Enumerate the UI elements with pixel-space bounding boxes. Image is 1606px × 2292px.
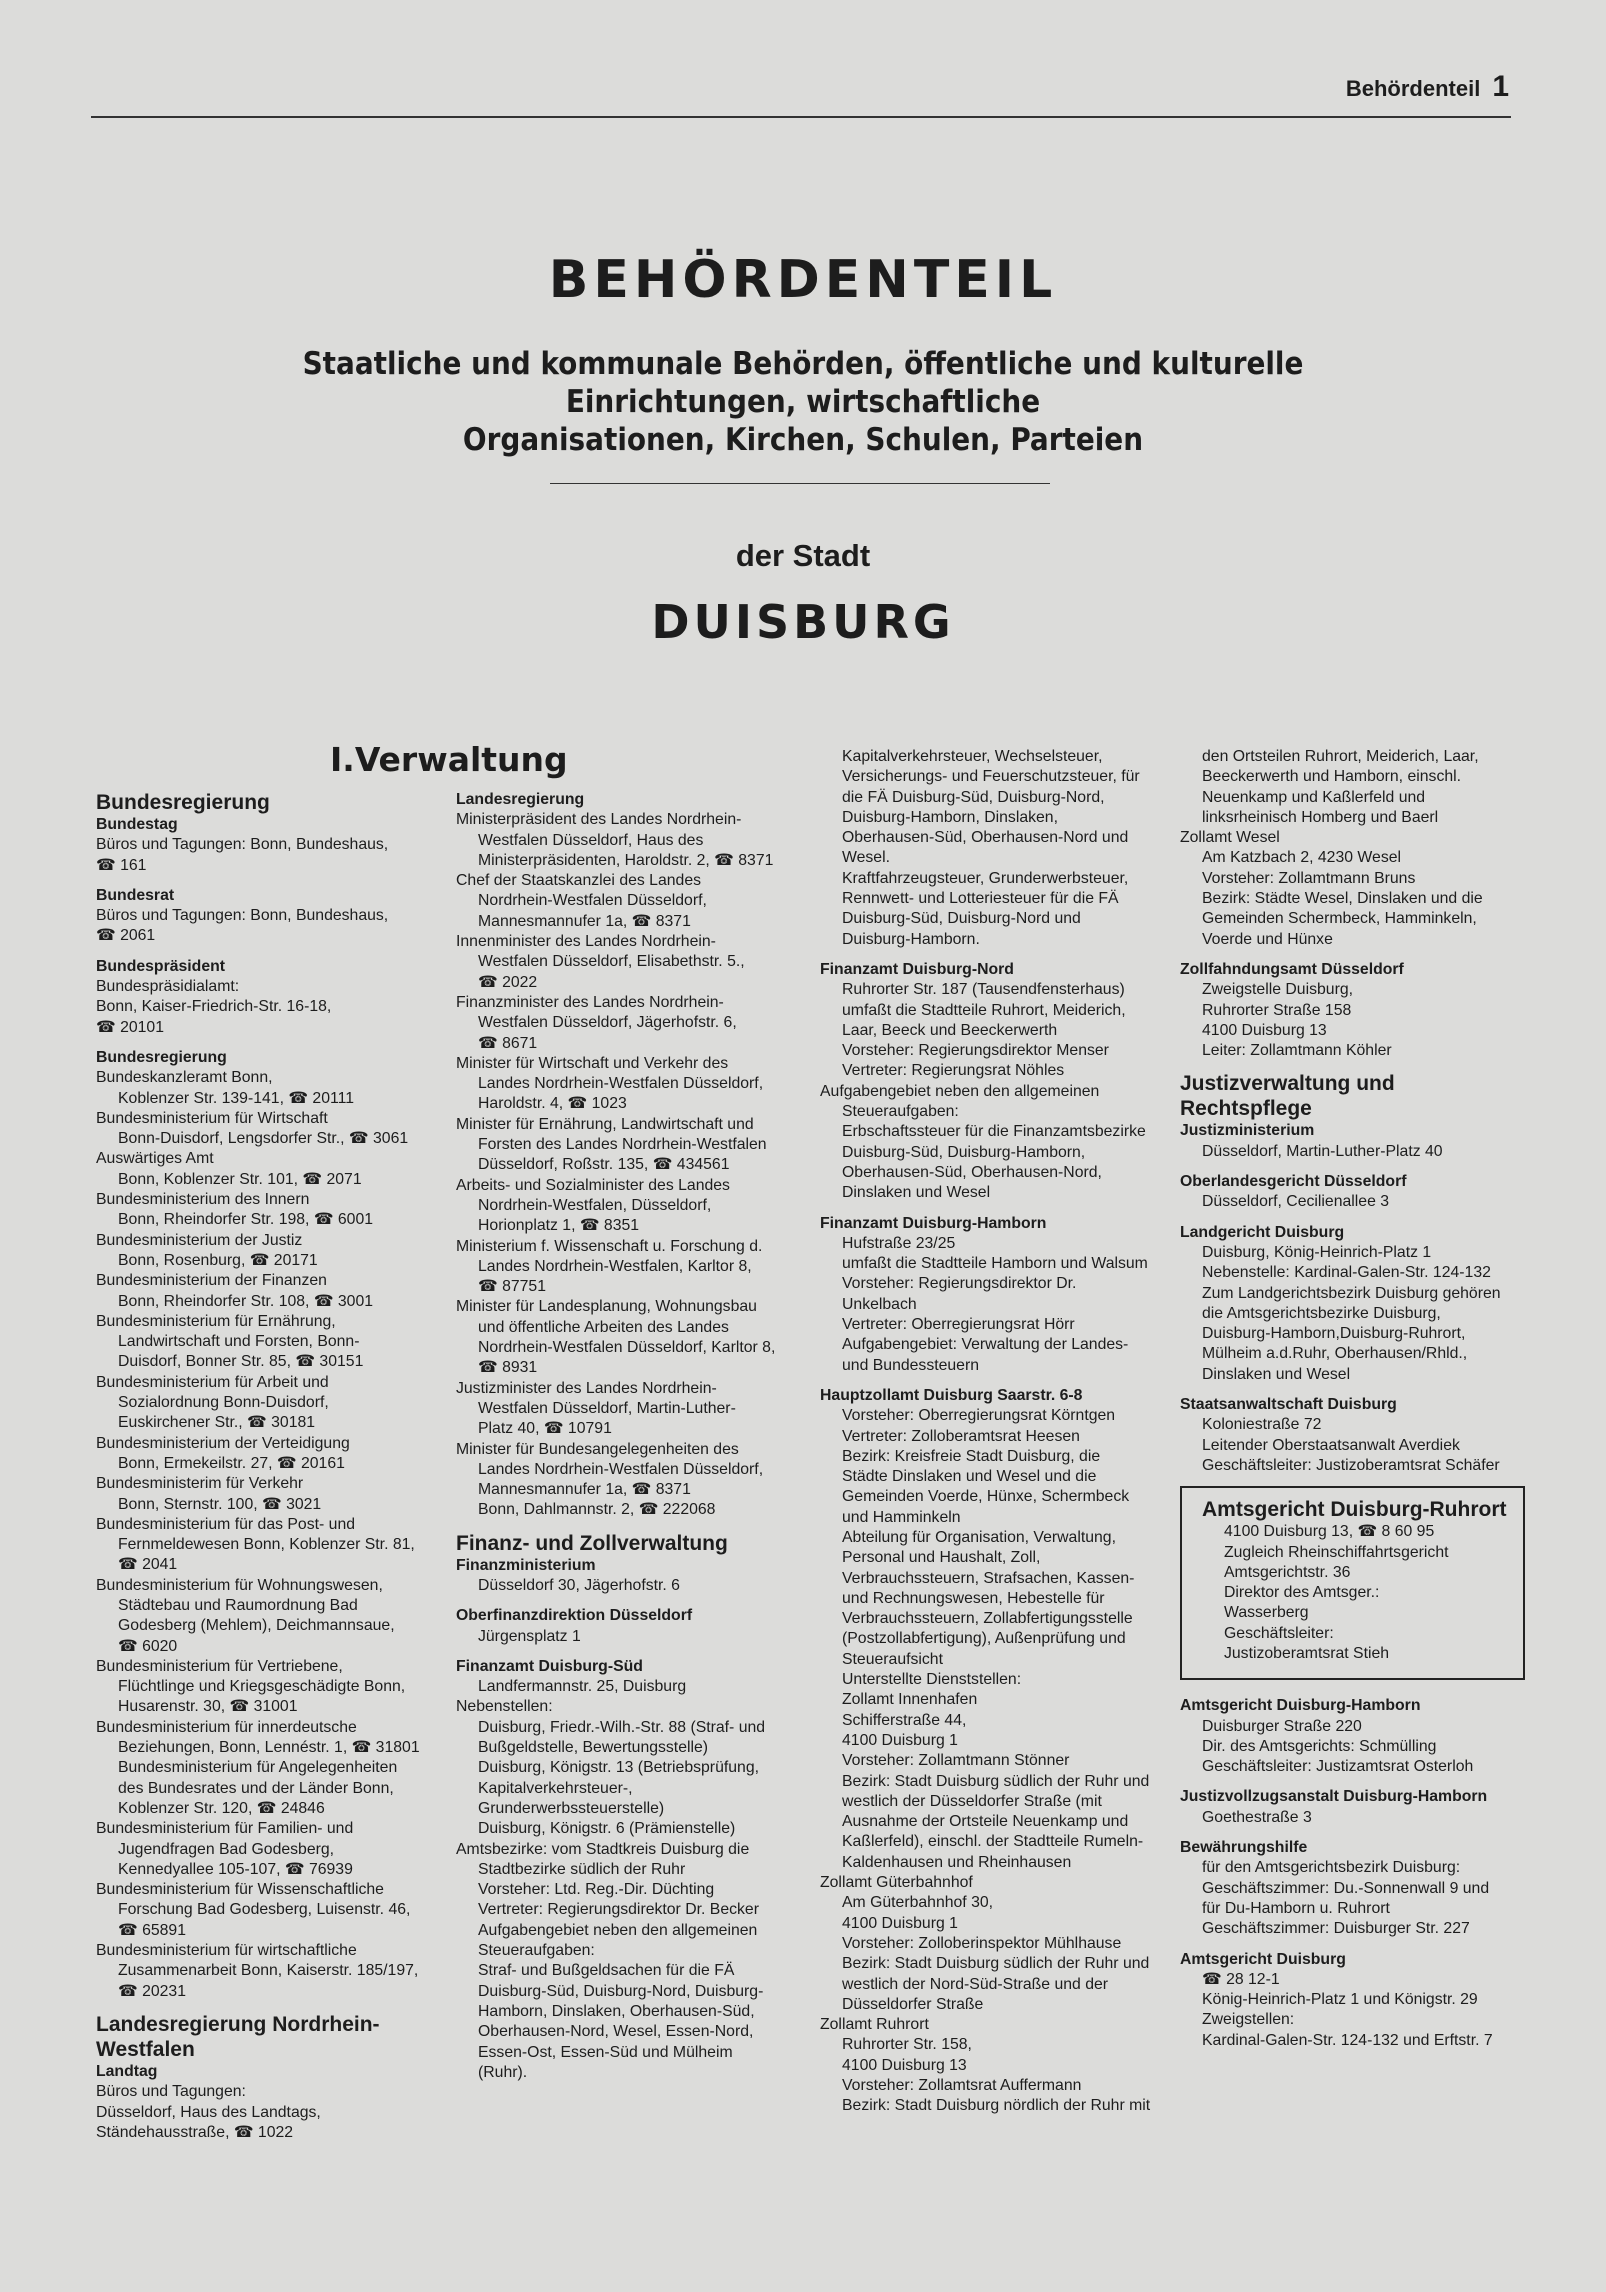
- entry-line: Landes Nordrhein-Westfalen Düsseldorf,: [478, 1075, 764, 1093]
- entry-line: Vertreter: Regierungsrat Nöhles: [842, 1062, 1065, 1080]
- entry-line: Bonn, Rheindorfer Str. 198, ☎ 6001: [118, 1211, 374, 1229]
- entry-line: ☎ 20231: [118, 1982, 186, 2000]
- entry-line: Nordrhein-Westfalen Düsseldorf, Karltor 8,: [478, 1339, 776, 1357]
- directory-entry: [1180, 1223, 1525, 1385]
- entry-heading: Finanzamt Duisburg-Hamborn: [820, 1214, 1047, 1232]
- entry-line: Wasserberg: [1224, 1604, 1309, 1622]
- entry-line: Bonn, Rosenburg, ☎ 20171: [118, 1251, 318, 1269]
- entry-line: Vorsteher: Zollamtsrat Auffermann: [842, 2077, 1082, 2094]
- directory-entry: [820, 960, 1174, 1204]
- directory-entry: [1180, 1172, 1525, 1213]
- entry-line: Jürgensplatz 1: [478, 1627, 581, 1645]
- directory-entry: [456, 790, 796, 1521]
- entry-line: Justizminister des Landes Nordrhein-: [456, 1379, 717, 1397]
- entry-line: Bundesministerium für Angelegenheiten: [118, 1759, 398, 1777]
- entry-line: Dinslaken und Wesel: [1202, 1365, 1351, 1383]
- entry-line: Bundeskanzleramt Bonn,: [96, 1069, 273, 1087]
- entry-line: umfaßt die Stadtteile Ruhrort, Meiderich,: [842, 1001, 1126, 1019]
- entry-line: Bonn, Ermekeilstr. 27, ☎ 20161: [118, 1454, 345, 1472]
- entry-line: Zweigstellen:: [1202, 2011, 1295, 2029]
- entry-line: Bezirk: Stadt Duisburg nördlich der Ruhr mit: [842, 2097, 1151, 2115]
- entry-line: Bezirk: Stadt Duisburg südlich der Ruhr und: [842, 1772, 1150, 1790]
- entry-heading: Bundesregierung: [96, 1048, 227, 1066]
- entry-line: Bußgeldstelle, Bewertungsstelle): [478, 1739, 709, 1757]
- entry-line: Bundespräsidialamt:: [96, 978, 240, 996]
- entry-line: Nordrhein-Westfalen, Düsseldorf,: [478, 1196, 712, 1214]
- entry-line: Duisburg, Königstr. 13 (Betriebsprüfung,: [478, 1759, 759, 1777]
- entry-line: Duisburg, König-Heinrich-Platz 1: [1202, 1243, 1432, 1261]
- entry-line: Aufgabengebiet neben den allgemeinen: [820, 1082, 1100, 1100]
- entry-line: Bundesministerium für Familien- und: [96, 1820, 354, 1838]
- entry-line: Büros und Tagungen: Bonn, Bundeshaus,: [96, 907, 389, 925]
- entry-line: ☎ 2061: [96, 927, 156, 945]
- entry-line: Zweigstelle Duisburg,: [1202, 981, 1354, 999]
- directory-entry: [1180, 1696, 1525, 1777]
- entry-line: Duisburg-Hamborn.: [842, 930, 980, 948]
- entry-line: Rennwett- und Lotteriesteuer für die FÄ: [842, 890, 1119, 908]
- entry-line: Verbrauchssteuern, Zollabfertigungsstelle: [842, 1610, 1133, 1628]
- entry-line: Arbeits- und Sozialminister des Landes: [456, 1176, 730, 1194]
- entry-line: Steueraufgaben:: [478, 1942, 595, 1960]
- entry-line: Bundesministerium der Finanzen: [96, 1272, 327, 1290]
- entry-line: Oberhausen-Nord, Wesel, Essen-Nord,: [478, 2023, 754, 2041]
- entry-line: Straf- und Bußgeldsachen für die FÄ: [478, 1962, 735, 1980]
- entry-line: Nebenstelle: Kardinal-Galen-Str. 124-132: [1202, 1264, 1491, 1282]
- entry-line: Minister für Bundesangelegenheiten des: [456, 1440, 739, 1458]
- entry-line: Bonn-Duisdorf, Lengsdorfer Str., ☎ 3061: [118, 1130, 409, 1148]
- entry-heading: Oberfinanzdirektion Düsseldorf: [456, 1607, 693, 1625]
- entry-line: Steueraufgaben:: [842, 1103, 959, 1121]
- entry-line: Düsseldorf, Martin-Luther-Platz 40: [1202, 1142, 1443, 1160]
- entry-heading: Finanzamt Duisburg-Süd: [456, 1657, 643, 1675]
- entry-line: Bundesministerium für Wirtschaft: [96, 1109, 328, 1127]
- entry-line: Bonn, Dahlmannstr. 2, ☎ 222068: [478, 1501, 716, 1519]
- entry-line: westlich der Düsseldorfer Straße (mit: [842, 1792, 1102, 1810]
- entry-line: Duisburg-Hamborn, Dinslaken,: [842, 808, 1058, 826]
- entry-line: Oberhausen-Süd, Oberhausen-Nord,: [842, 1163, 1102, 1181]
- entry-line: Auswärtiges Amt: [96, 1150, 214, 1168]
- entry-line: Oberhausen-Süd, Oberhausen-Nord und: [842, 829, 1129, 847]
- entry-line: Landwirtschaft und Forsten, Bonn-: [118, 1333, 360, 1351]
- entry-line: Mannesmannufer 1a, ☎ 8371: [478, 1481, 691, 1499]
- entry-heading: Landtag: [96, 2062, 158, 2080]
- entry-line: Vorsteher: Zollamtmann Bruns: [1202, 869, 1416, 887]
- directory-entry: [1180, 1950, 1525, 2051]
- entry-line: Duisburg-Süd, Duisburg-Hamborn,: [842, 1143, 1086, 1161]
- entry-line: Landes Nordrhein-Westfalen Düsseldorf,: [478, 1460, 764, 1478]
- entry-line: Stadtbezirke südlich der Ruhr: [478, 1860, 686, 1878]
- entry-heading: Oberlandesgericht Düsseldorf: [1180, 1173, 1407, 1191]
- entry-line: Bundesministerium des Innern: [96, 1191, 310, 1209]
- directory-entry: [456, 1657, 796, 2083]
- entry-line: Zusammenarbeit Bonn, Kaiserstr. 185/197,: [118, 1962, 419, 1980]
- entry-line: Mülheim a.d.Ruhr, Oberhausen/Rhld.,: [1202, 1345, 1468, 1363]
- entry-line: 4100 Duisburg 1: [842, 1914, 958, 1932]
- entry-line: Bezirk: Städte Wesel, Dinslaken und die: [1202, 890, 1483, 908]
- entry-line: Kennedyallee 105-107, ☎ 76939: [118, 1860, 353, 1878]
- entry-line: Düsseldorf 30, Jägerhofstr. 6: [478, 1576, 680, 1594]
- entry-line: ☎ 87751: [478, 1278, 546, 1296]
- entry-line: Amtsbezirke: vom Stadtkreis Duisburg die: [456, 1840, 750, 1858]
- entry-line: Kardinal-Galen-Str. 124-132 und Erftstr. 7: [1202, 2031, 1493, 2049]
- entry-line: Duisburger Straße 220: [1202, 1717, 1362, 1735]
- entry-line: Grunderwerbssteuerstelle): [478, 1799, 665, 1817]
- entry-line: Ministerium f. Wissenschaft u. Forschung d.: [456, 1237, 763, 1255]
- entry-line: und öffentliche Arbeiten des Landes: [478, 1318, 729, 1336]
- entry-line: Zollamt Ruhrort: [820, 2016, 929, 2034]
- entry-line: die Amtsgerichtsbezirke Duisburg,: [1202, 1304, 1441, 1322]
- section-heading: Landesregierung Nordrhein-Westfalen: [96, 2012, 380, 2061]
- entry-line: Zollamt Güterbahnhof: [820, 1874, 973, 1892]
- section-heading: Amtsgericht Duisburg-Ruhrort: [1202, 1498, 1507, 1522]
- entry-heading: Landgericht Duisburg: [1180, 1223, 1345, 1241]
- entry-line: Bonn, Sternstr. 100, ☎ 3021: [118, 1495, 322, 1513]
- entry-line: Ständehausstraße, ☎ 1022: [96, 2123, 294, 2141]
- entry-line: Ruhrorter Str. 158,: [842, 2036, 972, 2054]
- entry-line: den Ortsteilen Ruhrort, Meiderich, Laar,: [1202, 748, 1479, 765]
- entry-line: Direktor des Amtsger.:: [1224, 1584, 1380, 1602]
- entry-line: Beeckerwerth und Hamborn, einschl.: [1202, 768, 1462, 786]
- entry-line: Justizoberamtsrat Stieh: [1224, 1644, 1390, 1662]
- entry-line: ☎ 6020: [118, 1637, 178, 1655]
- entry-line: Mannesmannufer 1a, ☎ 8371: [478, 912, 691, 930]
- entry-heading: Landesregierung: [456, 791, 585, 808]
- section-heading: Justizverwaltung und Rechtspflege: [1180, 1072, 1395, 1121]
- entry-line: Büros und Tagungen:: [96, 2083, 246, 2101]
- entry-line: Minister für Landesplanung, Wohnungsbau: [456, 1298, 757, 1316]
- entry-line: Duisburg-Süd, Duisburg-Nord und: [842, 910, 1081, 928]
- entry-line: ☎ 161: [96, 856, 147, 874]
- entry-line: Dinslaken und Wesel: [842, 1184, 991, 1202]
- entry-line: Bundesministerim für Verkehr: [96, 1475, 304, 1493]
- entry-line: Ministerpräsident des Landes Nordrhein-: [456, 811, 742, 829]
- entry-line: und Hamminkeln: [842, 1508, 961, 1526]
- entry-line: Dir. des Amtsgerichts: Schmülling: [1202, 1737, 1437, 1755]
- entry-heading: Amtsgericht Duisburg: [1180, 1950, 1346, 1968]
- entry-line: Platz 40, ☎ 10791: [478, 1420, 612, 1438]
- entry-line: Duisburg, Königstr. 6 (Prämienstelle): [478, 1820, 736, 1838]
- title-divider: [550, 483, 1050, 484]
- entry-line: linksrheinisch Homberg und Baerl: [1202, 808, 1439, 826]
- entry-line: Duisburg, Friedr.-Wilh.-Str. 88 (Straf- und: [478, 1718, 766, 1736]
- entry-line: Duisburg-Süd, Duisburg-Nord, Duisburg-: [478, 1982, 764, 2000]
- entry-line: Ruhrorter Straße 158: [1202, 1001, 1352, 1019]
- entry-line: Bundesministerium für innerdeutsche: [96, 1718, 357, 1736]
- entry-line: (Ruhr).: [478, 2063, 528, 2081]
- entry-line: Chef der Staatskanzlei des Landes: [456, 872, 702, 890]
- entry-line: Bundesministerium für Arbeit und: [96, 1373, 329, 1391]
- entry-line: Vorsteher: Zollamtmann Stönner: [842, 1752, 1070, 1770]
- entry-line: Vertreter: Regierungsdirektor Dr. Becker: [478, 1901, 759, 1919]
- entry-line: Westfalen Düsseldorf, Elisabethstr. 5.,: [478, 953, 745, 971]
- entry-line: Aufgabengebiet neben den allgemeinen: [478, 1921, 758, 1939]
- entry-line: Düsseldorf, Cecilienallee 3: [1202, 1193, 1390, 1211]
- entry-line: Husarenstr. 30, ☎ 31001: [118, 1698, 298, 1716]
- entry-line: Kraftfahrzeugsteuer, Grunderwerbsteuer,: [842, 869, 1129, 887]
- directory-entry: [1180, 1838, 1525, 1939]
- subtitle-line: Einrichtungen, wirtschaftliche: [565, 384, 1041, 420]
- page-subtitle: [0, 345, 1606, 459]
- entry-line: Städte Dinslaken und Wesel und die: [842, 1468, 1097, 1486]
- entry-line: Bundesministerium für Wohnungswesen,: [96, 1576, 383, 1594]
- directory-entry: [96, 957, 421, 1038]
- entry-line: und Rechnungswesen, Hebestelle für: [842, 1589, 1105, 1607]
- directory-entry: [96, 886, 421, 947]
- entry-line: Westfalen Düsseldorf, Haus des: [478, 831, 704, 849]
- entry-line: Leiter: Zollamtmann Köhler: [1202, 1042, 1392, 1060]
- entry-line: Beziehungen, Bonn, Lennéstr. 1, ☎ 31801: [118, 1739, 420, 1757]
- entry-line: Minister für Wirtschaft und Verkehr des: [456, 1054, 729, 1072]
- entry-line: Voerde und Hünxe: [1202, 930, 1333, 948]
- entry-line: Ministerpräsidenten, Haroldstr. 2, ☎ 8371: [478, 851, 774, 869]
- entry-heading: Justizvollzugsanstalt Duisburg-Hamborn: [1180, 1788, 1488, 1806]
- entry-line: Nordrhein-Westfalen Düsseldorf,: [478, 892, 707, 910]
- entry-heading: Finanzministerium: [456, 1556, 596, 1574]
- entry-line: Forsten des Landes Nordrhein-Westfalen: [478, 1136, 767, 1154]
- entry-line: Steueraufsicht: [842, 1650, 943, 1668]
- entry-line: ☎ 2022: [478, 973, 538, 991]
- entry-line: Am Güterbahnhof 30,: [842, 1894, 994, 1912]
- entry-line: Horionplatz 1, ☎ 8351: [478, 1217, 640, 1235]
- entry-line: Hamborn, Dinslaken, Oberhausen-Süd,: [478, 2002, 755, 2020]
- entry-line: Leitender Oberstaatsanwalt Averdiek: [1202, 1436, 1460, 1454]
- entry-line: die FÄ Duisburg-Süd, Duisburg-Nord,: [842, 788, 1105, 806]
- entry-line: Unterstellte Dienststellen:: [842, 1671, 1022, 1689]
- entry-line: Geschäftsleiter:: [1224, 1624, 1334, 1642]
- directory-entry: [96, 1048, 421, 2002]
- entry-line: ☎ 20101: [96, 1018, 164, 1036]
- entry-line: Sozialordnung Bonn-Duisdorf,: [118, 1394, 329, 1412]
- entry-line: Gemeinden Schermbeck, Hamminkeln,: [1202, 910, 1477, 928]
- entry-line: für Du-Hamborn u. Ruhrort: [1202, 1899, 1390, 1917]
- entry-line: Haroldstr. 4, ☎ 1023: [478, 1095, 627, 1113]
- entry-line: Bonn, Koblenzer Str. 101, ☎ 2071: [118, 1170, 362, 1188]
- entry-line: und Bundessteuern: [842, 1356, 980, 1374]
- entry-line: Vertreter: Zolloberamtsrat Heesen: [842, 1427, 1080, 1445]
- directory-entry: [820, 1386, 1174, 2117]
- entry-line: Ausnahme der Ortsteile Neuenkamp und: [842, 1813, 1129, 1831]
- entry-line: Hufstraße 23/25: [842, 1234, 956, 1252]
- directory-entry: [96, 790, 421, 876]
- entry-line: Düsseldorf, Roßstr. 135, ☎ 434561: [478, 1156, 730, 1174]
- entry-line: Zollamt Innenhafen: [842, 1691, 978, 1709]
- subtitle-line: Staatliche und kommunale Behörden, öffentliche und kulturelle: [302, 346, 1304, 382]
- entry-line: Essen-Ost, Essen-Süd und Mülheim: [478, 2043, 733, 2061]
- subtitle-line: Organisationen, Kirchen, Schulen, Parteien: [462, 422, 1144, 458]
- entry-line: Bonn, Kaiser-Friedrich-Str. 16-18,: [96, 998, 332, 1016]
- entry-line: für den Amtsgerichtsbezirk Duisburg:: [1202, 1859, 1461, 1877]
- entry-line: Kapitalverkehrsteuer-,: [478, 1779, 633, 1797]
- entry-heading: Bundespräsident: [96, 957, 226, 975]
- page-title: BEHÖRDENTEIL: [548, 250, 1058, 310]
- entry-line: König-Heinrich-Platz 1 und Königstr. 29: [1202, 1991, 1478, 2009]
- section-title: I.Verwaltung: [330, 740, 568, 779]
- entry-line: westlich der Nord-Süd-Straße und der: [842, 1975, 1109, 1993]
- entry-line: Ruhrorter Str. 187 (Tausendfensterhaus): [842, 981, 1125, 999]
- entry-line: Amtsgerichtstr. 36: [1224, 1563, 1351, 1581]
- entry-line: ☎ 2041: [118, 1556, 178, 1574]
- entry-line: Minister für Ernährung, Landwirtschaft und: [456, 1115, 754, 1133]
- entry-line: Bundesministerium der Verteidigung: [96, 1434, 350, 1452]
- city-prefix: der Stadt: [735, 538, 871, 573]
- entry-line: Vorsteher: Oberregierungsrat Körntgen: [842, 1407, 1116, 1425]
- entry-line: Duisdorf, Bonner Str. 85, ☎ 30151: [118, 1353, 364, 1371]
- entry-line: Goethestraße 3: [1202, 1808, 1312, 1826]
- entry-line: Düsseldorfer Straße: [842, 1995, 984, 2013]
- directory-entry: [96, 2012, 421, 2143]
- entry-line: Finanzminister des Landes Nordrhein-: [456, 993, 724, 1011]
- entry-line: ☎ 28 12-1: [1202, 1970, 1280, 1988]
- entry-heading: Zollfahndungsamt Düsseldorf: [1180, 960, 1404, 978]
- entry-line: Jugendfragen Bad Godesberg,: [118, 1840, 335, 1858]
- entry-line: Bezirk: Kreisfreie Stadt Duisburg, die: [842, 1447, 1101, 1465]
- entry-line: Erbschaftssteuer für die Finanzamtsbezirke: [842, 1123, 1146, 1141]
- entry-line: Gemeinden Voerde, Hünxe, Schermbeck: [842, 1488, 1130, 1506]
- entry-heading: Bewährungshilfe: [1180, 1839, 1308, 1857]
- entry-heading: Staatsanwaltschaft Duisburg: [1180, 1396, 1397, 1414]
- entry-line: Vertreter: Oberregierungsrat Hörr: [842, 1316, 1075, 1334]
- entry-line: Euskirchener Str., ☎ 30181: [118, 1414, 316, 1432]
- entry-line: Städtebau und Raumordnung Bad: [118, 1596, 358, 1614]
- entry-line: Aufgabengebiet: Verwaltung der Landes-: [842, 1336, 1129, 1354]
- entry-line: Geschäftsleiter: Justizamtsrat Osterloh: [1202, 1758, 1474, 1776]
- entry-heading: Bundestag: [96, 816, 178, 833]
- entry-line: Büros und Tagungen: Bonn, Bundeshaus,: [96, 836, 389, 854]
- entry-line: 4100 Duisburg 13: [1202, 1021, 1327, 1039]
- page-number: 1: [1492, 70, 1509, 103]
- entry-line: 4100 Duisburg 13: [842, 2056, 967, 2074]
- entry-line: Kaßlerfeld), einschl. der Stadtteile Rumeln-: [842, 1833, 1144, 1851]
- entry-line: Duisburg-Hamborn,Duisburg-Ruhrort,: [1202, 1325, 1466, 1343]
- entry-line: Vorsteher: Zolloberinspektor Mühlhause: [842, 1934, 1122, 1952]
- directory-entry: [1180, 1071, 1525, 1162]
- entry-line: (Postzollabfertigung), Außenprüfung und: [842, 1630, 1126, 1648]
- entry-line: Bezirk: Stadt Duisburg südlich der Ruhr und: [842, 1955, 1150, 1973]
- entry-line: Zollamt Wesel: [1180, 829, 1280, 847]
- directory-entry: [1180, 747, 1525, 950]
- entry-heading: Hauptzollamt Duisburg Saarstr. 6-8: [820, 1386, 1083, 1404]
- directory-entry: [1180, 1395, 1525, 1476]
- entry-line: Geschäftszimmer: Du.-Sonnenwall 9 und: [1202, 1879, 1490, 1897]
- entry-line: ☎ 8671: [478, 1034, 538, 1052]
- entry-line: Neuenkamp und Kaßlerfeld und: [1202, 788, 1426, 806]
- entry-line: Schifferstraße 44,: [842, 1711, 967, 1729]
- entry-line: ☎ 65891: [118, 1921, 186, 1939]
- entry-line: Vorsteher: Regierungsdirektor Menser: [842, 1042, 1109, 1060]
- entry-line: Am Katzbach 2, 4230 Wesel: [1202, 849, 1402, 867]
- top-rule: [91, 116, 1511, 118]
- entry-line: Laar, Beeck und Beeckerwerth: [842, 1021, 1058, 1039]
- entry-line: umfaßt die Stadtteile Hamborn und Walsum: [842, 1255, 1148, 1273]
- directory-entry: [820, 747, 1174, 950]
- entry-line: Flüchtlinge und Kriegsgeschädigte Bonn,: [118, 1678, 406, 1696]
- text-column-2: [456, 790, 796, 2093]
- running-head: [1346, 70, 1509, 104]
- entry-line: Kapitalverkehrsteuer, Wechselsteuer,: [842, 748, 1103, 765]
- entry-line: Geschäftsleiter: Justizoberamtsrat Schäfer: [1202, 1456, 1500, 1474]
- entry-line: Unkelbach: [842, 1295, 917, 1313]
- entry-line: Bundesministerium für Vertriebene,: [96, 1657, 343, 1675]
- entry-line: Bundesministerium für Wissenschaftliche: [96, 1881, 384, 1899]
- entry-line: Vorsteher: Ltd. Reg.-Dir. Düchting: [478, 1881, 715, 1899]
- directory-entry: [1180, 960, 1525, 1061]
- entry-line: Zum Landgerichtsbezirk Duisburg gehören: [1202, 1284, 1501, 1302]
- entry-line: Wesel.: [842, 849, 890, 867]
- section-heading: Finanz- und Zollverwaltung: [456, 1531, 728, 1555]
- entry-line: Fernmeldewesen Bonn, Koblenzer Str. 81,: [118, 1536, 415, 1554]
- entry-line: Geschäftszimmer: Duisburger Str. 227: [1202, 1920, 1470, 1938]
- entry-line: Koloniestraße 72: [1202, 1416, 1322, 1434]
- entry-heading: Bundesrat: [96, 886, 175, 904]
- entry-line: Innenminister des Landes Nordrhein-: [456, 933, 716, 951]
- boxed-entry: [1180, 1486, 1525, 1680]
- section-heading: Bundesregierung: [96, 791, 270, 814]
- city-name: DUISBURG: [651, 595, 955, 649]
- entry-line: Personal und Haushalt, Zoll,: [842, 1549, 1041, 1567]
- entry-line: Landes Nordrhein-Westfalen, Karltor 8,: [478, 1257, 752, 1275]
- text-column-3: [820, 747, 1174, 2127]
- entry-line: Westfalen Düsseldorf, Martin-Luther-: [478, 1399, 736, 1417]
- entry-line: 4100 Duisburg 13, ☎ 8 60 95: [1224, 1523, 1435, 1541]
- entry-line: Landfermannstr. 25, Duisburg: [478, 1678, 687, 1696]
- text-column-1: [96, 790, 421, 2153]
- text-column-4: [1180, 747, 1525, 2061]
- entry-line: Bonn, Rheindorfer Str. 108, ☎ 3001: [118, 1292, 374, 1310]
- entry-line: 4100 Duisburg 1: [842, 1731, 958, 1749]
- entry-line: Düsseldorf, Haus des Landtags,: [96, 2103, 321, 2121]
- entry-line: Westfalen Düsseldorf, Jägerhofstr. 6,: [478, 1014, 737, 1032]
- directory-entry: [456, 1606, 796, 1647]
- directory-entry: [820, 1214, 1174, 1376]
- entry-line: Koblenzer Str. 139-141, ☎ 20111: [118, 1089, 355, 1107]
- entry-line: Zugleich Rheinschiffahrtsgericht: [1224, 1543, 1449, 1561]
- entry-line: Verbrauchssteuern, Strafsachen, Kassen-: [842, 1569, 1135, 1587]
- entry-line: Koblenzer Str. 120, ☎ 24846: [118, 1799, 325, 1817]
- entry-line: Kaldenhausen und Rheinhausen: [842, 1853, 1072, 1871]
- entry-heading: Finanzamt Duisburg-Nord: [820, 960, 1014, 978]
- entry-line: Godesberg (Mehlem), Deichmannsaue,: [118, 1617, 395, 1635]
- entry-line: Nebenstellen:: [456, 1698, 553, 1716]
- entry-line: Versicherungs- und Feuerschutzsteuer, für: [842, 768, 1140, 786]
- entry-line: Bundesministerium für das Post- und: [96, 1515, 356, 1533]
- entry-heading: Justizministerium: [1180, 1122, 1315, 1140]
- entry-line: des Bundesrates und der Länder Bonn,: [118, 1779, 394, 1797]
- entry-heading: Amtsgericht Duisburg-Hamborn: [1180, 1697, 1421, 1715]
- entry-line: ☎ 8931: [478, 1359, 538, 1377]
- entry-line: Abteilung für Organisation, Verwaltung,: [842, 1528, 1116, 1546]
- entry-line: Bundesministerium für Ernährung,: [96, 1312, 336, 1330]
- running-head-section: Behördenteil: [1345, 76, 1481, 101]
- directory-entry: [1180, 1787, 1525, 1828]
- entry-line: Bundesministerium für wirtschaftliche: [96, 1942, 357, 1960]
- entry-line: Bundesministerium der Justiz: [96, 1231, 303, 1249]
- directory-entry: [456, 1531, 796, 1597]
- entry-line: Forschung Bad Godesberg, Luisenstr. 46,: [118, 1901, 411, 1919]
- entry-line: Vorsteher: Regierungsdirektor Dr.: [842, 1275, 1077, 1293]
